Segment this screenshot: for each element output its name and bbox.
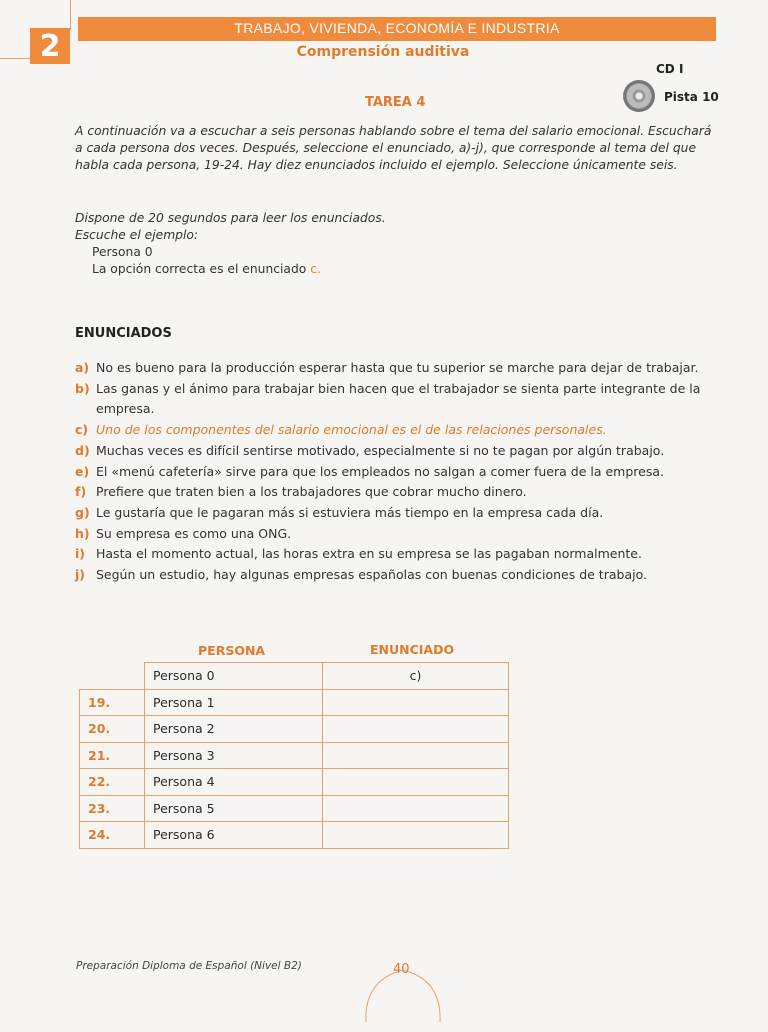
row-person: Persona 4 — [145, 769, 323, 796]
statement-letter: j) — [75, 567, 85, 583]
statement-text: Prefiere que traten bien a los trabajadores que cobrar mucho dinero. — [96, 484, 527, 500]
decorative-line — [0, 58, 32, 59]
statement-item — [75, 544, 730, 565]
statement-letter: b) — [75, 380, 90, 396]
statement-text: Hasta el momento actual, las horas extra en su empresa se las pagaban normalmente. — [96, 546, 642, 562]
section-subtitle: Comprensión auditiva — [296, 44, 470, 60]
table-row — [80, 716, 509, 743]
statement-text: Uno de los componentes del salario emocional es el de las relaciones personales. — [96, 422, 607, 438]
row-number: 19. — [80, 689, 145, 716]
row-number: 24. — [80, 822, 145, 849]
task-title: TAREA 4 — [365, 95, 426, 110]
cd-icon — [623, 80, 655, 112]
table-row — [80, 822, 509, 849]
statement-item — [75, 565, 730, 586]
statement-item — [75, 482, 730, 503]
table-row — [80, 795, 509, 822]
preparation-notes — [75, 210, 715, 244]
row-number: 22. — [80, 769, 145, 796]
column-header-enunciado: ENUNCIADO — [370, 642, 455, 657]
statement-item — [75, 358, 730, 379]
statement-text: No es bueno para la producción esperar hasta que tu superior se marche para dejar de trabajar. — [96, 360, 699, 375]
table-row — [80, 689, 509, 716]
statement-letter: e) — [75, 463, 90, 479]
statement-text: Su empresa es como una ONG. — [96, 525, 292, 541]
statement-item — [75, 524, 730, 545]
row-answer-cell[interactable] — [323, 795, 509, 822]
reading-time-note: Dispone de 20 segundos para leer los enunciados. — [75, 211, 386, 225]
row-person: Persona 3 — [145, 742, 323, 769]
statement-letter: g) — [75, 504, 90, 520]
row-answer-cell[interactable] — [323, 742, 509, 769]
listen-example-note: Escuche el ejemplo: — [75, 228, 199, 242]
statement-text: El «menú cafetería» sirve para que los empleados no salgan a comer fuera de la empresa. — [96, 463, 664, 479]
row-number — [80, 663, 145, 690]
statement-item — [75, 503, 730, 524]
row-person: Persona 1 — [145, 689, 323, 716]
row-answer-cell[interactable] — [323, 689, 509, 716]
book-title-footer: Preparación Diploma de Español (Nivel B2) — [76, 960, 302, 972]
row-answer-cell[interactable] — [323, 716, 509, 743]
example-block — [92, 244, 321, 278]
statement-text: Las ganas y el ánimo para trabajar bien hacen que el trabajador se sienta parte integrante de la empresa. — [96, 380, 701, 417]
statement-letter: c) — [75, 422, 89, 438]
row-person: Persona 2 — [145, 716, 323, 743]
cd-label: CD I — [656, 62, 684, 76]
statement-letter: h) — [75, 525, 90, 541]
statement-item — [75, 379, 730, 420]
decorative-line — [70, 0, 71, 30]
example-person: Persona 0 — [92, 245, 153, 259]
row-person: Persona 0 — [145, 663, 323, 690]
row-answer: c) — [323, 663, 509, 690]
row-number: 21. — [80, 742, 145, 769]
unit-number-badge: 2 — [30, 28, 70, 64]
statement-letter: i) — [75, 546, 85, 562]
table-row — [80, 742, 509, 769]
row-number: 20. — [80, 716, 145, 743]
section-title: TRABAJO, VIVIENDA, ECONOMÍA E INDUSTRIA — [234, 20, 560, 36]
instructions-paragraph: A continuación va a escuchar a seis personas hablando sobre el tema del salario emocional. Escuchará a cada persona dos veces. Después, seleccione el enunciado, a)-j), que corresponde al tema del que habla cada persona, 19-24. Hay diez enunciados incluido el ejemplo. Seleccione únicamente seis. — [75, 124, 712, 172]
row-answer-cell[interactable] — [323, 822, 509, 849]
example-answer-text: La opción correcta es el enunciado — [92, 262, 307, 276]
statements-heading: ENUNCIADOS — [75, 326, 172, 341]
row-person: Persona 6 — [145, 822, 323, 849]
statement-text: Según un estudio, hay algunas empresas españolas con buenas condiciones de trabajo. — [96, 567, 647, 583]
statement-letter: f) — [75, 484, 87, 500]
answer-table — [79, 662, 509, 849]
statement-letter: a) — [75, 360, 90, 375]
example-answer-letter: c. — [310, 262, 321, 276]
example-answer — [92, 261, 321, 278]
page-number: 40 — [393, 962, 410, 977]
statement-text: Muchas veces es difícil sentirse motivado, especialmente si no te pagan por algún trabajo. — [96, 442, 665, 458]
statement-text: Le gustaría que le pagaran más si estuviera más tiempo en la empresa cada día. — [96, 504, 604, 520]
table-row — [80, 769, 509, 796]
statement-item-example — [75, 420, 730, 441]
row-person: Persona 5 — [145, 795, 323, 822]
row-answer-cell[interactable] — [323, 769, 509, 796]
row-number: 23. — [80, 795, 145, 822]
statement-letter: d) — [75, 442, 90, 458]
column-header-persona: PERSONA — [198, 643, 266, 658]
statements-list — [75, 358, 730, 586]
table-row — [80, 663, 509, 690]
statement-item — [75, 462, 730, 483]
statement-item — [75, 441, 730, 462]
track-label: Pista 10 — [664, 90, 719, 104]
